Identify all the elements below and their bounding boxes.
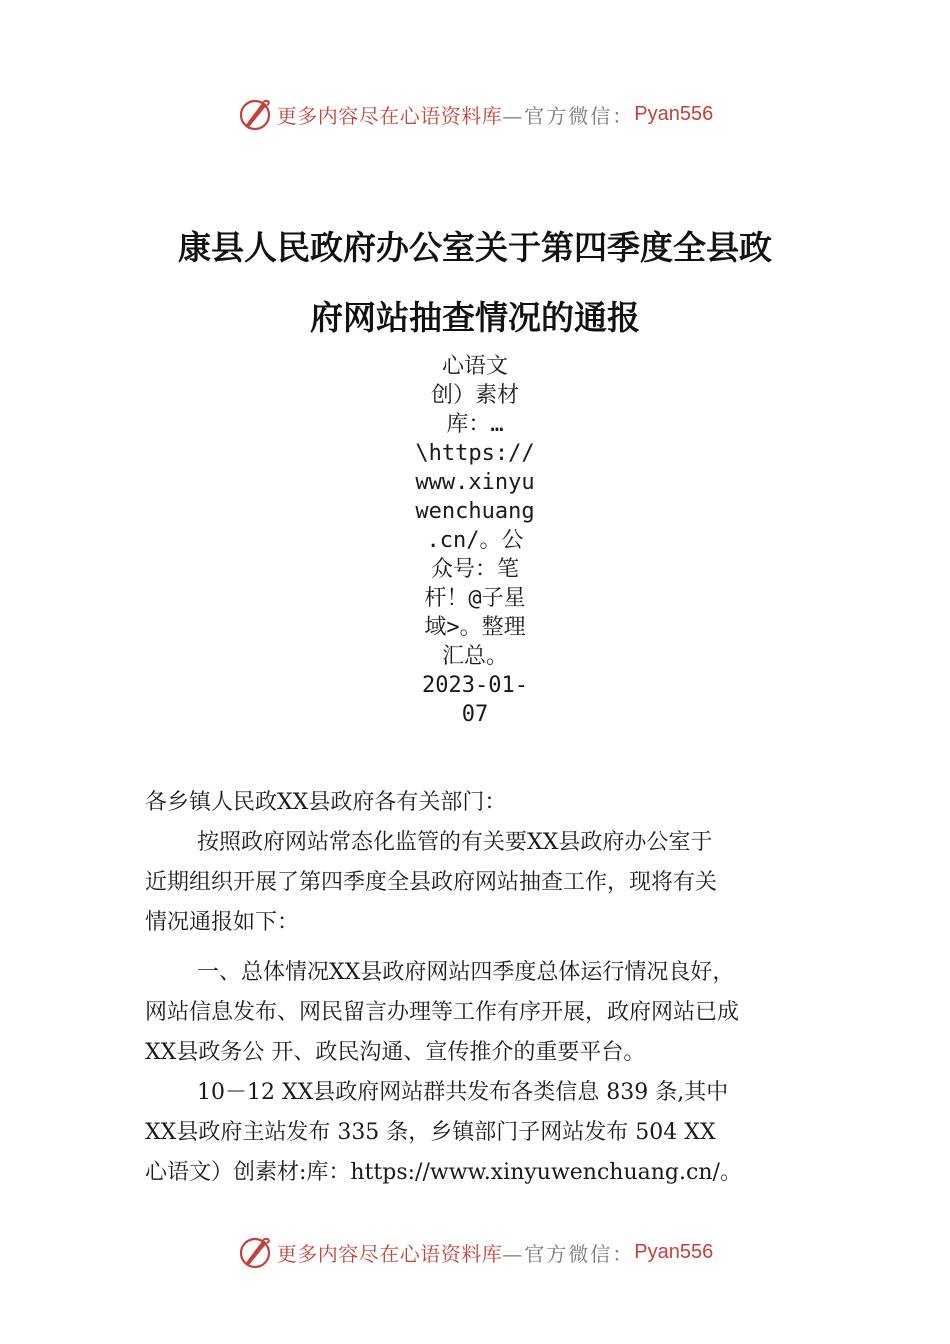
quill-circle-logo-icon — [237, 96, 273, 132]
source-note — [410, 352, 540, 729]
header-banner — [0, 94, 950, 134]
banner-wechat-id: Pyan556 — [634, 1240, 714, 1263]
source-note-line: www.xinyu — [415, 470, 535, 495]
source-note-line: .cn/。公 — [426, 528, 524, 553]
source-note-line: 众号：笔 — [430, 557, 519, 582]
paragraph-line: 按照政府网站常态化监管的有关要XX县政府办公室于 — [197, 830, 713, 855]
paragraph-line: 情况通报如下： — [145, 910, 300, 935]
paragraph-1 — [145, 823, 835, 943]
banner-sub-text: —官方微信： — [502, 103, 635, 128]
source-note-line: 汇总。 — [441, 644, 508, 669]
document-title-line-1: 康县人民政府办公室关于第四季度全县政 — [178, 228, 772, 267]
footer-banner — [0, 1232, 950, 1272]
paragraph-2 — [145, 953, 835, 1073]
paragraph-line: XX县政务公 开、政民沟通、宣传推介的重要平台。 — [145, 1040, 646, 1065]
source-note-line: 2023-01- — [422, 673, 528, 698]
source-note-line: 域>。整理 — [424, 615, 526, 640]
source-note-line: 杆！@子星 — [424, 586, 526, 611]
paragraph-line: XX县政府主站发布 335 条，乡镇部门子网站发布 504 XX — [145, 1120, 716, 1145]
salutation-block — [145, 783, 835, 823]
paragraph-3 — [145, 1073, 835, 1193]
source-note-line: 07 — [461, 702, 489, 727]
paragraph-line: 10－12 XX县政府网站群共发布各类信息 839 条,其中 — [197, 1080, 729, 1105]
source-note-line: \https:// — [415, 441, 535, 466]
paragraph-line: 一、总体情况XX县政府网站四季度总体运行情况良好， — [197, 960, 735, 985]
source-note-line: 库：… — [446, 412, 504, 437]
paragraph-line: 心语文）创素材:库：https://www.xinyuwenchuang.cn/。 — [145, 1160, 742, 1185]
banner-main-text: 更多内容尽在心语资料库 — [276, 103, 503, 128]
banner-main-text: 更多内容尽在心语资料库 — [276, 1241, 503, 1266]
banner-wechat-id: Pyan556 — [634, 102, 714, 125]
source-note-line: 创）素材 — [430, 383, 519, 408]
salutation: 各乡镇人民政XX县政府各有关部门： — [145, 790, 507, 815]
banner-sub-text: —官方微信： — [502, 1241, 635, 1266]
quill-circle-logo-icon — [237, 1234, 273, 1270]
document-title-line-2: 府网站抽查情况的通报 — [310, 298, 640, 337]
source-note-line: 心语文 — [441, 354, 508, 379]
source-note-line: wenchuang — [415, 499, 535, 524]
paragraph-line: 网站信息发布、网民留言办理等工作有序开展，政府网站已成 — [145, 1000, 740, 1025]
paragraph-line: 近期组织开展了第四季度全县政府网站抽查工作，现将有关 — [145, 870, 718, 895]
